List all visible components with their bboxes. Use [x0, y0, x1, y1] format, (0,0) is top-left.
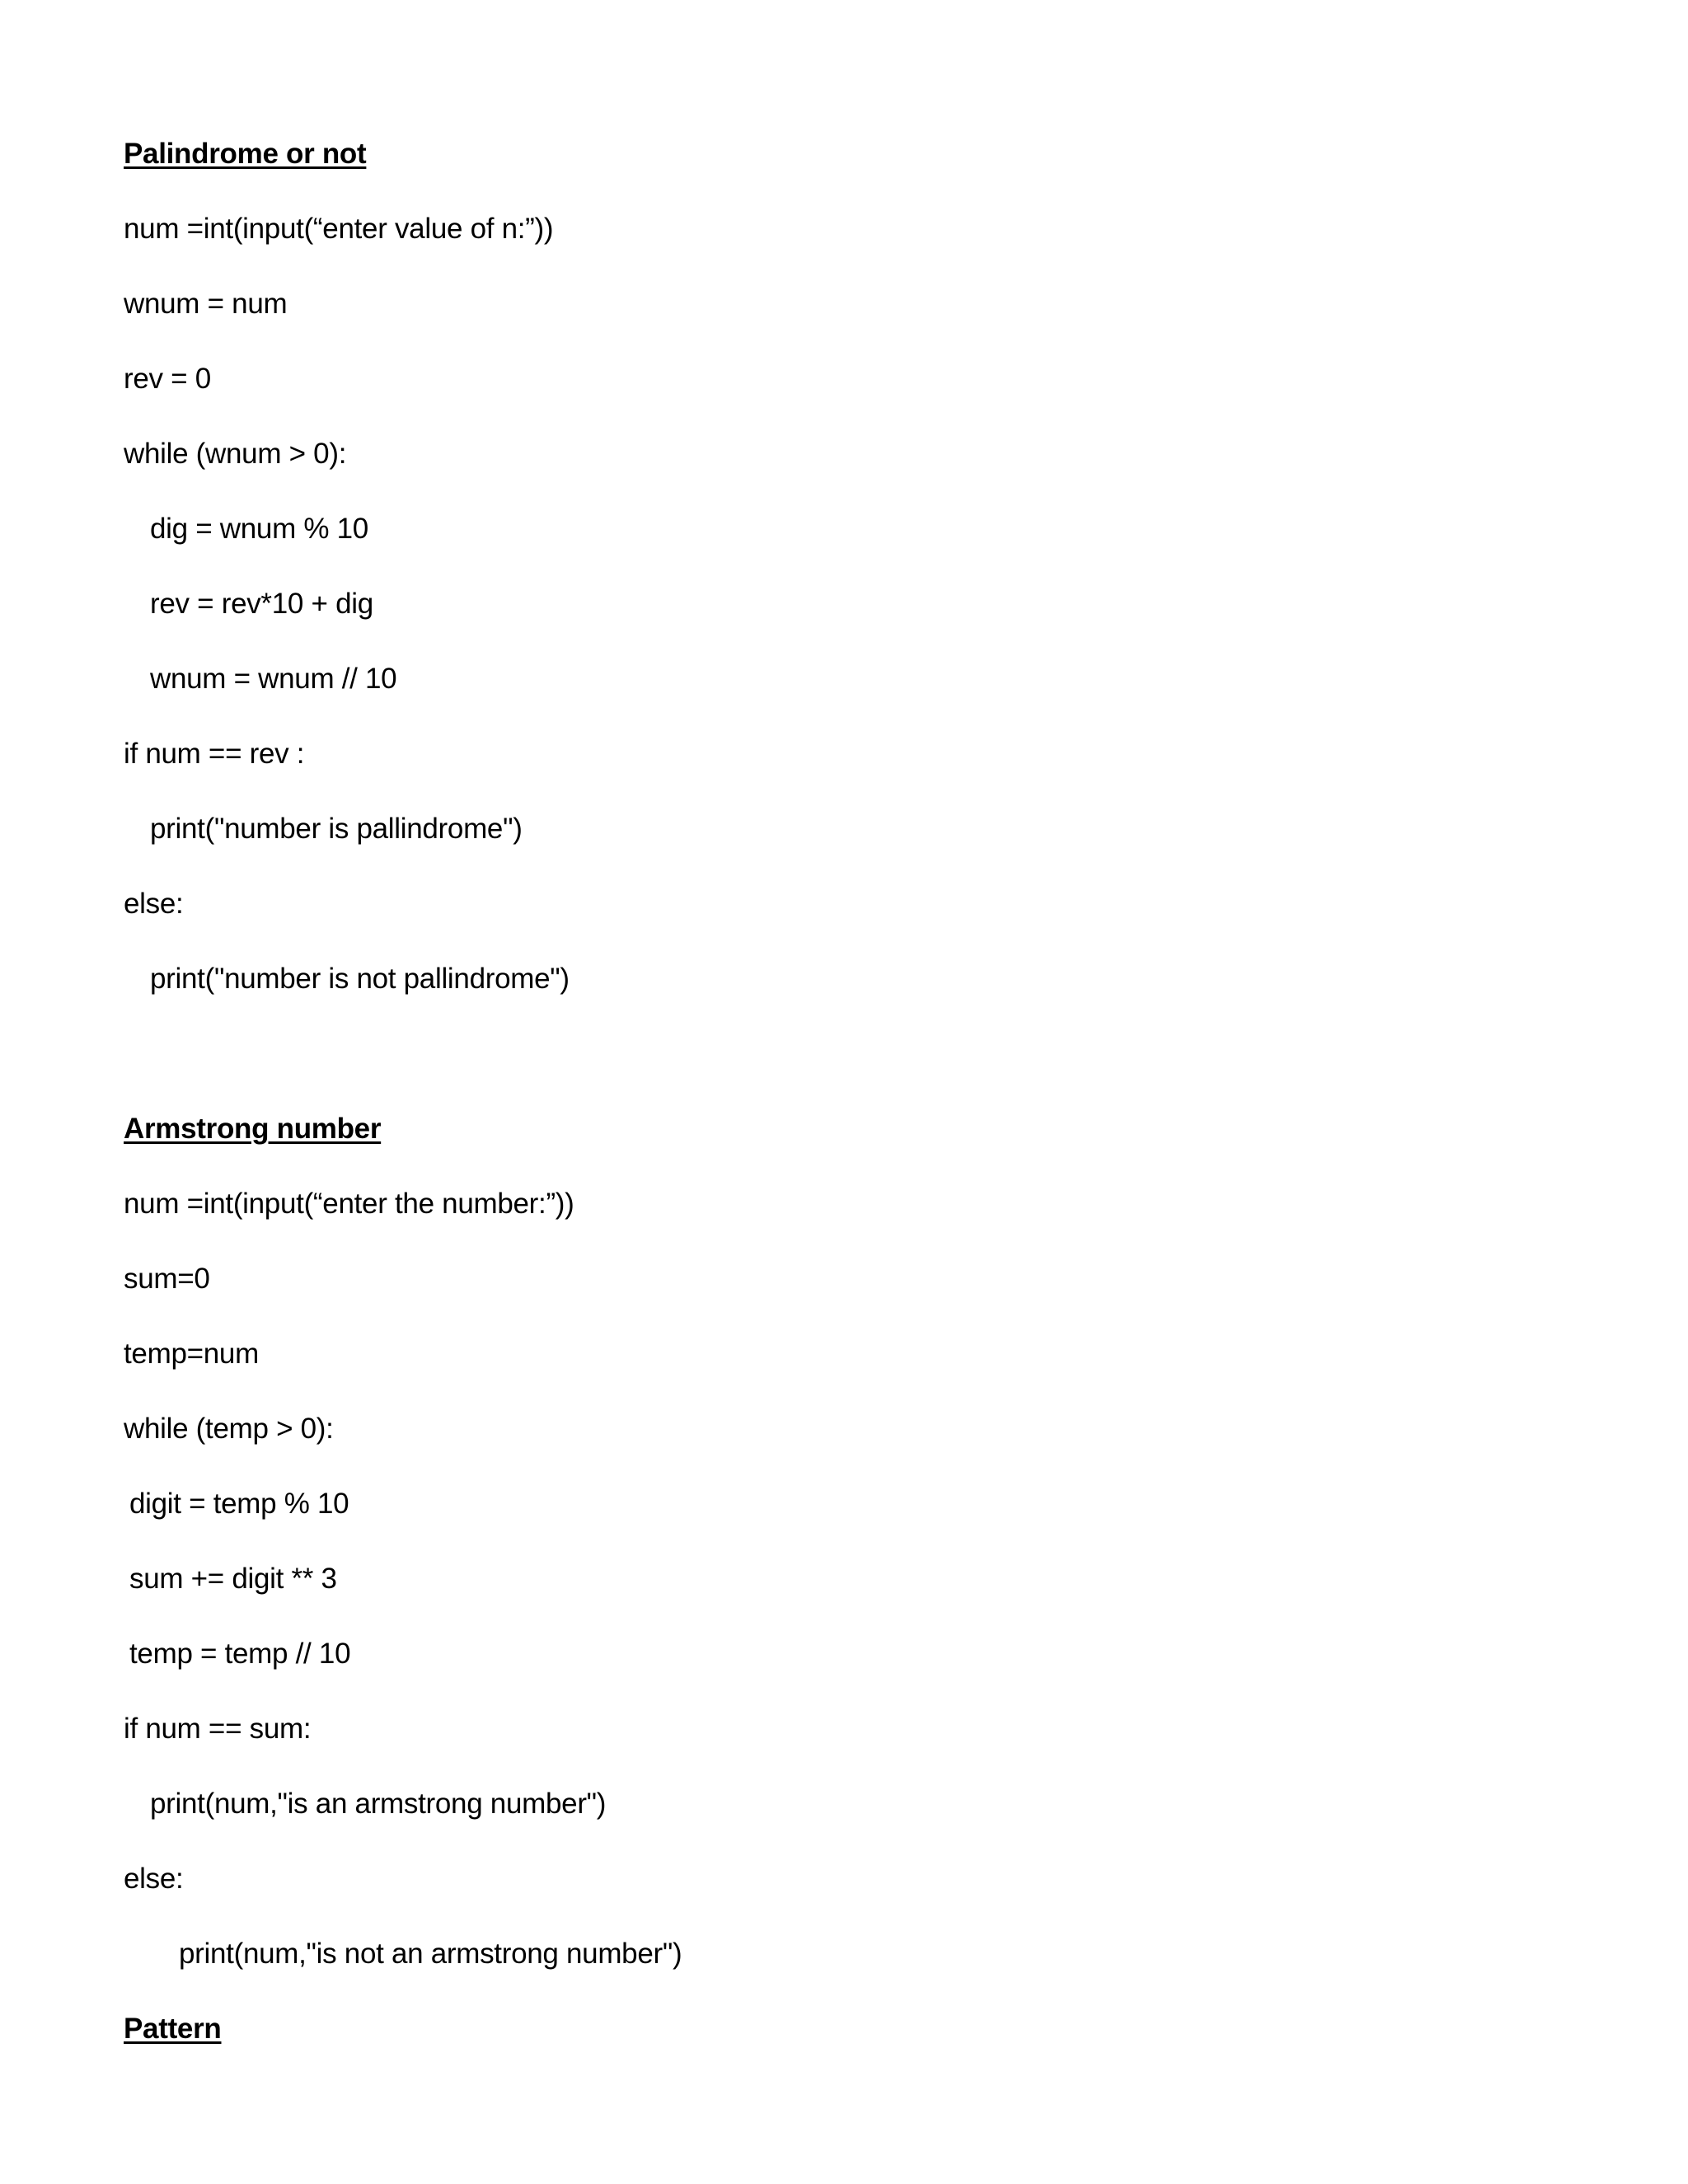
code-line: if num == sum: — [124, 1713, 312, 1745]
code-line: dig = wnum % 10 — [150, 513, 368, 545]
code-line: print(num,"is not an armstrong number") — [179, 1938, 682, 1970]
code-line: wnum = wnum // 10 — [150, 663, 397, 695]
code-line: rev = rev*10 + dig — [150, 588, 373, 620]
code-line: print(num,"is an armstrong number") — [150, 1788, 607, 1820]
code-line: while (wnum > 0): — [124, 438, 347, 470]
code-line: while (temp > 0): — [124, 1413, 334, 1445]
code-line: num =int(input(“enter value of n:”)) — [124, 213, 554, 245]
code-line: temp = temp // 10 — [129, 1638, 351, 1670]
code-line: if num == rev : — [124, 738, 305, 770]
code-line: digit = temp % 10 — [129, 1488, 349, 1520]
section-heading-armstrong: Armstrong number — [124, 1113, 382, 1145]
section-heading-palindrome: Palindrome or not — [124, 138, 367, 170]
code-line: print("number is not pallindrome") — [150, 963, 570, 995]
code-line: temp=num — [124, 1338, 259, 1370]
code-line: else: — [124, 888, 184, 920]
section-heading-pattern: Pattern — [124, 2013, 222, 2045]
code-line: print("number is pallindrome") — [150, 813, 523, 845]
code-line: sum=0 — [124, 1263, 210, 1295]
code-line: else: — [124, 1863, 184, 1895]
code-line: num =int(input(“enter the number:”)) — [124, 1188, 574, 1220]
code-line: wnum = num — [124, 288, 288, 320]
code-line: sum += digit ** 3 — [129, 1563, 337, 1595]
code-line: rev = 0 — [124, 363, 211, 395]
